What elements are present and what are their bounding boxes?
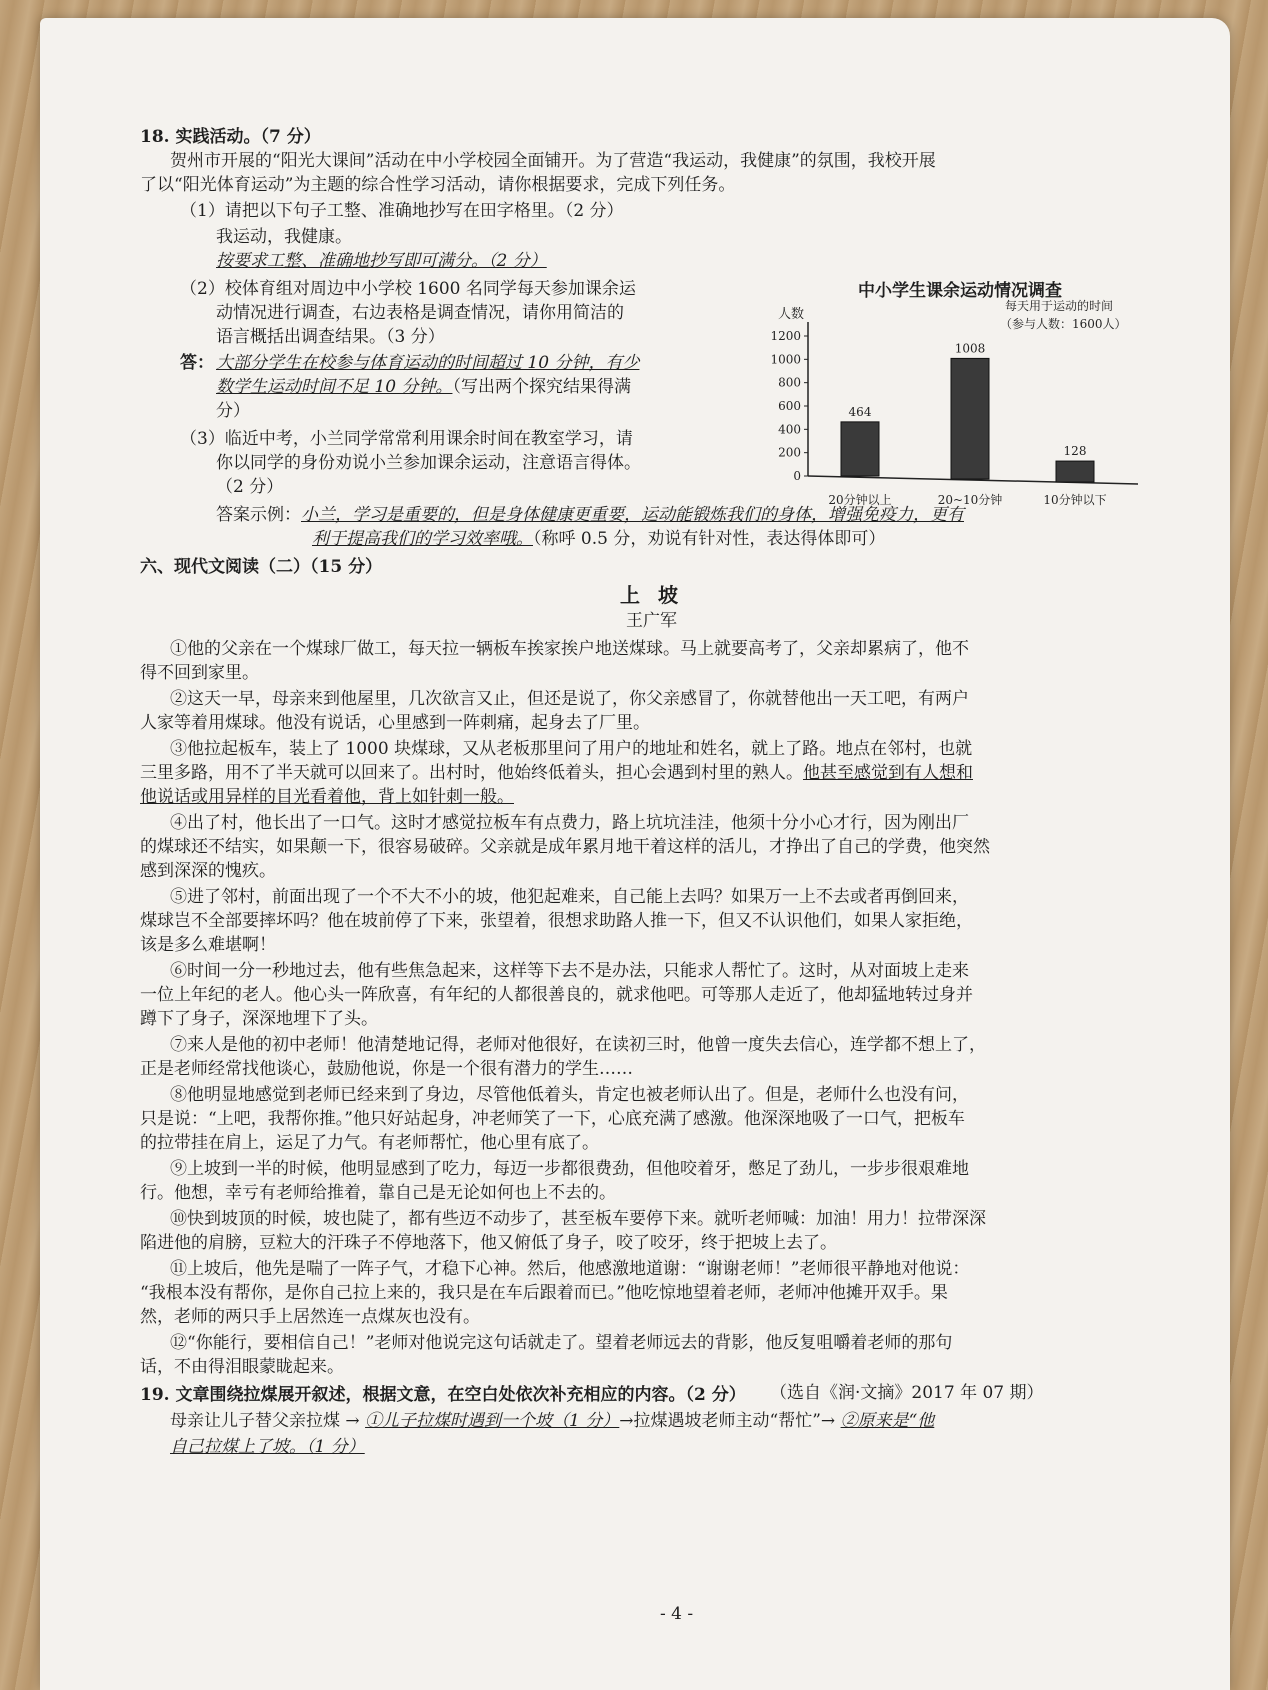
y-tick-label: 1200 <box>770 329 801 343</box>
paragraph-7-line-2: 正是老师经常找他谈心，鼓励他说，你是一个很有潜力的学生…… <box>140 1059 633 1079</box>
paragraph-8-line-3: 的拉带挂在肩上，运足了力气。有老师帮忙，他心里有底了。 <box>140 1133 599 1153</box>
q19-answer-2: ②原来是“他 <box>840 1411 935 1431</box>
paragraph-10-line-2: 陷进他的肩膀，豆粒大的汗珠子不停地落下，他又俯低了身子，咬了咬牙，终于把坡上去了。 <box>140 1233 837 1253</box>
paragraph-5-line-1: ⑤进了邻村，前面出现了一个不大不小的坡，他犯起难来，自己能上去吗？如果万一上不去或者再倒回来， <box>170 887 969 907</box>
paragraph-4-line-3: 感到深深的愧疚。 <box>140 861 276 881</box>
q18-intro-2: 了以“阳光体育运动”为主题的综合性学习活动，请你根据要求，完成下列任务。 <box>140 175 736 195</box>
chart-plot <box>750 296 1170 566</box>
y-axis-label: 人数 <box>778 307 805 322</box>
paragraph-11-line-2: “我根本没有帮你，是你自己拉上来的，我只是在车后跟着而已。”他吃惊地望着老师，老师冲他摊开双手。果 <box>140 1283 948 1303</box>
article-author: 王广军 <box>626 611 677 631</box>
page-number: - 4 - <box>660 1604 694 1624</box>
q18-task-3-line-2: 你以同学的身份劝说小兰参加课余运动，注意语言得体。 <box>216 453 641 473</box>
article-title: 上坡 <box>620 583 696 607</box>
q19-flow-a: 母亲让儿子替父亲拉煤 → <box>170 1411 366 1431</box>
q18-answer-line-2b: （写出两个探究结果得满 <box>452 377 631 397</box>
q19-flow-c: →拉煤遇坡老师主动“帮忙”→ <box>619 1411 841 1431</box>
paragraph-3-underlined-2: 他甚至感觉到有人想和 <box>803 763 973 783</box>
q18-heading: 18. 实践活动。（7 分） <box>140 127 321 147</box>
paragraph-9-line-2: 行。他想，幸亏有老师给推着，靠自己是无论如何也上不去的。 <box>140 1183 616 1203</box>
y-tick-label: 800 <box>778 375 801 390</box>
paragraph-8-line-2: 只是说：“上吧，我帮你推。”他只好站起身，冲老师笑了一下，心底充满了感激。他深深地吸了一口气，把板车 <box>140 1109 965 1129</box>
chart-title: 中小学生课余运动情况调查 <box>858 281 1062 301</box>
y-tick-label: 200 <box>778 445 801 460</box>
q18-task-1-answer: 按要求工整、准确地抄写即可满分。（2 分） <box>216 251 547 271</box>
paragraph-3-line-1: ③他拉起板车，装上了 1000 块煤球，又从老板那里问了用户的地址和姓名，就上了路。地点在邻村，也就 <box>170 739 973 759</box>
paragraph-3-line-2 <box>140 762 973 784</box>
x-tick-label: 20分钟以上 <box>828 493 892 507</box>
x-tick-label: 20~10分钟 <box>937 493 1003 507</box>
paragraph-8-line-1: ⑧他明显地感觉到老师已经来到了身边，尽管他低着头，肯定也被老师认出了。但是，老师什么也没有问， <box>170 1085 969 1105</box>
bar <box>841 422 879 476</box>
article-source: （选自《润·文摘》2017 年 07 期） <box>770 1383 1044 1403</box>
y-tick-label: 600 <box>778 399 801 413</box>
paragraph-2-line-2: 人家等着用煤球。他没有说话，心里感到一阵刺痛，起身去了厂里。 <box>140 713 650 733</box>
bar <box>1056 461 1094 482</box>
paragraph-4-line-2: 的煤球还不结实，如果颠一下，很容易破碎。父亲就是成年累月地干着这样的活儿，才挣出了自己的学费，他突然 <box>140 837 990 857</box>
paragraph-3-line-3: 他说话或用异样的目光看着他，背上如针刺一般。 <box>140 787 514 807</box>
exam-page <box>40 18 1230 1690</box>
paragraph-7-line-1: ⑦来人是他的初中老师！他清楚地记得，老师对他很好，在读初三时，他曾一度失去信心，连学都不想上了， <box>170 1035 986 1055</box>
q18-example-text-2b: （称呼 0.5 分，劝说有针对性，表达得体即可） <box>533 529 886 549</box>
bar <box>951 358 989 479</box>
q18-task-1: （1）请把以下句子工整、准确地抄写在田字格里。（2 分） <box>180 201 624 221</box>
q19-flow-line-1 <box>170 1410 934 1432</box>
q18-answer-line-1: 大部分学生在校参与体育运动的时间超过 10 分钟，有少 <box>216 353 640 373</box>
paragraph-3-text-2: 三里多路，用不了半天就可以回来了。出村时，他始终低着头，担心会遇到村里的熟人。 <box>140 763 803 783</box>
paragraph-1-line-1: ①他的父亲在一个煤球厂做工，每天拉一辆板车挨家挨户地送煤球。马上就要高考了，父亲却累病了，他不 <box>170 639 969 659</box>
q18-intro-1: 贺州市开展的“阳光大课间”活动在中小学校园全面铺开。为了营造“我运动，我健康”的氛围，我校开展 <box>170 151 936 171</box>
q18-task-3-line-3: （2 分） <box>216 477 284 497</box>
y-tick-label: 400 <box>778 422 801 437</box>
q19-heading: 19. 文章围绕拉煤展开叙述，根据文意，在空白处依次补充相应的内容。（2 分） <box>140 1385 746 1405</box>
bar-chart <box>750 266 1170 566</box>
paragraph-12-line-1: ⑫“你能行，要相信自己！”老师对他说完这句话就走了。望着老师远去的背影，他反复咀嚼着老师的那句 <box>170 1333 953 1353</box>
q18-task-3-line-1: （3）临近中考，小兰同学常常利用课余时间在教室学习，请 <box>180 429 633 449</box>
q19-answer-1: ①儿子拉煤时遇到一个坡（1 分） <box>365 1411 620 1431</box>
bar-value-label: 1008 <box>954 341 986 356</box>
paragraph-2-line-1: ②这天一早，母亲来到他屋里，几次欲言又止，但还是说了，你父亲感冒了，你就替他出一天工吧，有两户 <box>170 689 969 709</box>
paragraph-12-line-2: 话，不由得泪眼蒙眬起来。 <box>140 1357 344 1377</box>
q18-task-2-line-3: 语言概括出调查结果。（3 分） <box>216 327 445 347</box>
paragraph-5-line-3: 该是多么难堪啊！ <box>140 935 276 955</box>
paragraph-6-line-2: 一位上年纪的老人。他心头一阵欣喜，有年纪的人都很善良的，就求他吧。可等那人走近了，他却猛地转过身并 <box>140 985 973 1005</box>
paragraph-11-line-1: ⑪上坡后，他先是喘了一阵子气，才稳下心神。然后，他感激地道谢：“谢谢老师！”老师很平静地对他说： <box>170 1259 970 1279</box>
y-tick-label: 0 <box>793 469 801 483</box>
example-label: 答案示例： <box>216 505 301 525</box>
paragraph-6-line-1: ⑥时间一分一秒地过去，他有些焦急起来，这样等下去不是办法，只能求人帮忙了。这时，从对面坡上走来 <box>170 961 969 981</box>
bar-value-label: 464 <box>848 404 872 419</box>
chart-subtitle-line-2: （参与人数：1600人） <box>1000 317 1127 331</box>
paragraph-4-line-1: ④出了村，他长出了一口气。这时才感觉拉板车有点费力，路上坑坑洼洼，他须十分小心才行，因为刚出厂 <box>170 813 969 833</box>
q18-answer-line-3: 分） <box>216 401 250 421</box>
bar-value-label: 128 <box>1063 444 1087 459</box>
y-tick-label: 1000 <box>770 352 801 367</box>
q19-answer-2-continued: 自己拉煤上了坡。（1 分） <box>170 1437 365 1457</box>
q18-answer-line-2 <box>216 376 631 398</box>
q18-answer-line-2a: 数学生运动时间不足 10 分钟。 <box>216 377 453 397</box>
paragraph-9-line-1: ⑨上坡到一半的时候，他明显感到了吃力，每迈一步都很费劲，但他咬着牙，憋足了劲儿，一步步很艰难地 <box>170 1159 969 1179</box>
q18-example-text-2a: 利于提高我们的学习效率哦。 <box>312 529 533 549</box>
paragraph-10-line-1: ⑩快到坡顶的时候，坡也陡了，都有些迈不动步了，甚至板车要停下来。就听老师喊：加油！用力！拉带深深 <box>170 1209 986 1229</box>
paragraph-5-line-2: 煤球岂不全部要摔坏吗？他在坡前停了下来，张望着，很想求助路人推一下，但又不认识他们，如果人家拒绝， <box>140 911 973 931</box>
q18-task-1-sentence: 我运动，我健康。 <box>216 227 352 247</box>
paragraph-11-line-3: 然，老师的两只手上居然连一点煤灰也没有。 <box>140 1307 480 1327</box>
answer-label: 答： <box>180 353 214 373</box>
paragraph-6-line-3: 蹲下了身子，深深地埋下了头。 <box>140 1009 378 1029</box>
x-tick-label: 10分钟以下 <box>1043 493 1107 507</box>
paragraph-1-line-2: 得不回到家里。 <box>140 663 259 683</box>
chart-subtitle-line-1: 每天用于运动的时间 <box>1005 299 1114 313</box>
q18-task-2-line-2: 动情况进行调查，右边表格是调查情况，请你用简洁的 <box>216 303 624 323</box>
section-6-heading: 六、现代文阅读（二）（15 分） <box>140 557 383 577</box>
q18-example-text-1: 小兰，学习是重要的，但是身体健康更重要，运动能锻炼我们的身体，增强免疫力，更有 <box>301 505 964 525</box>
q18-task-2-line-1: （2）校体育组对周边中小学校 1600 名同学每天参加课余运 <box>180 279 636 299</box>
